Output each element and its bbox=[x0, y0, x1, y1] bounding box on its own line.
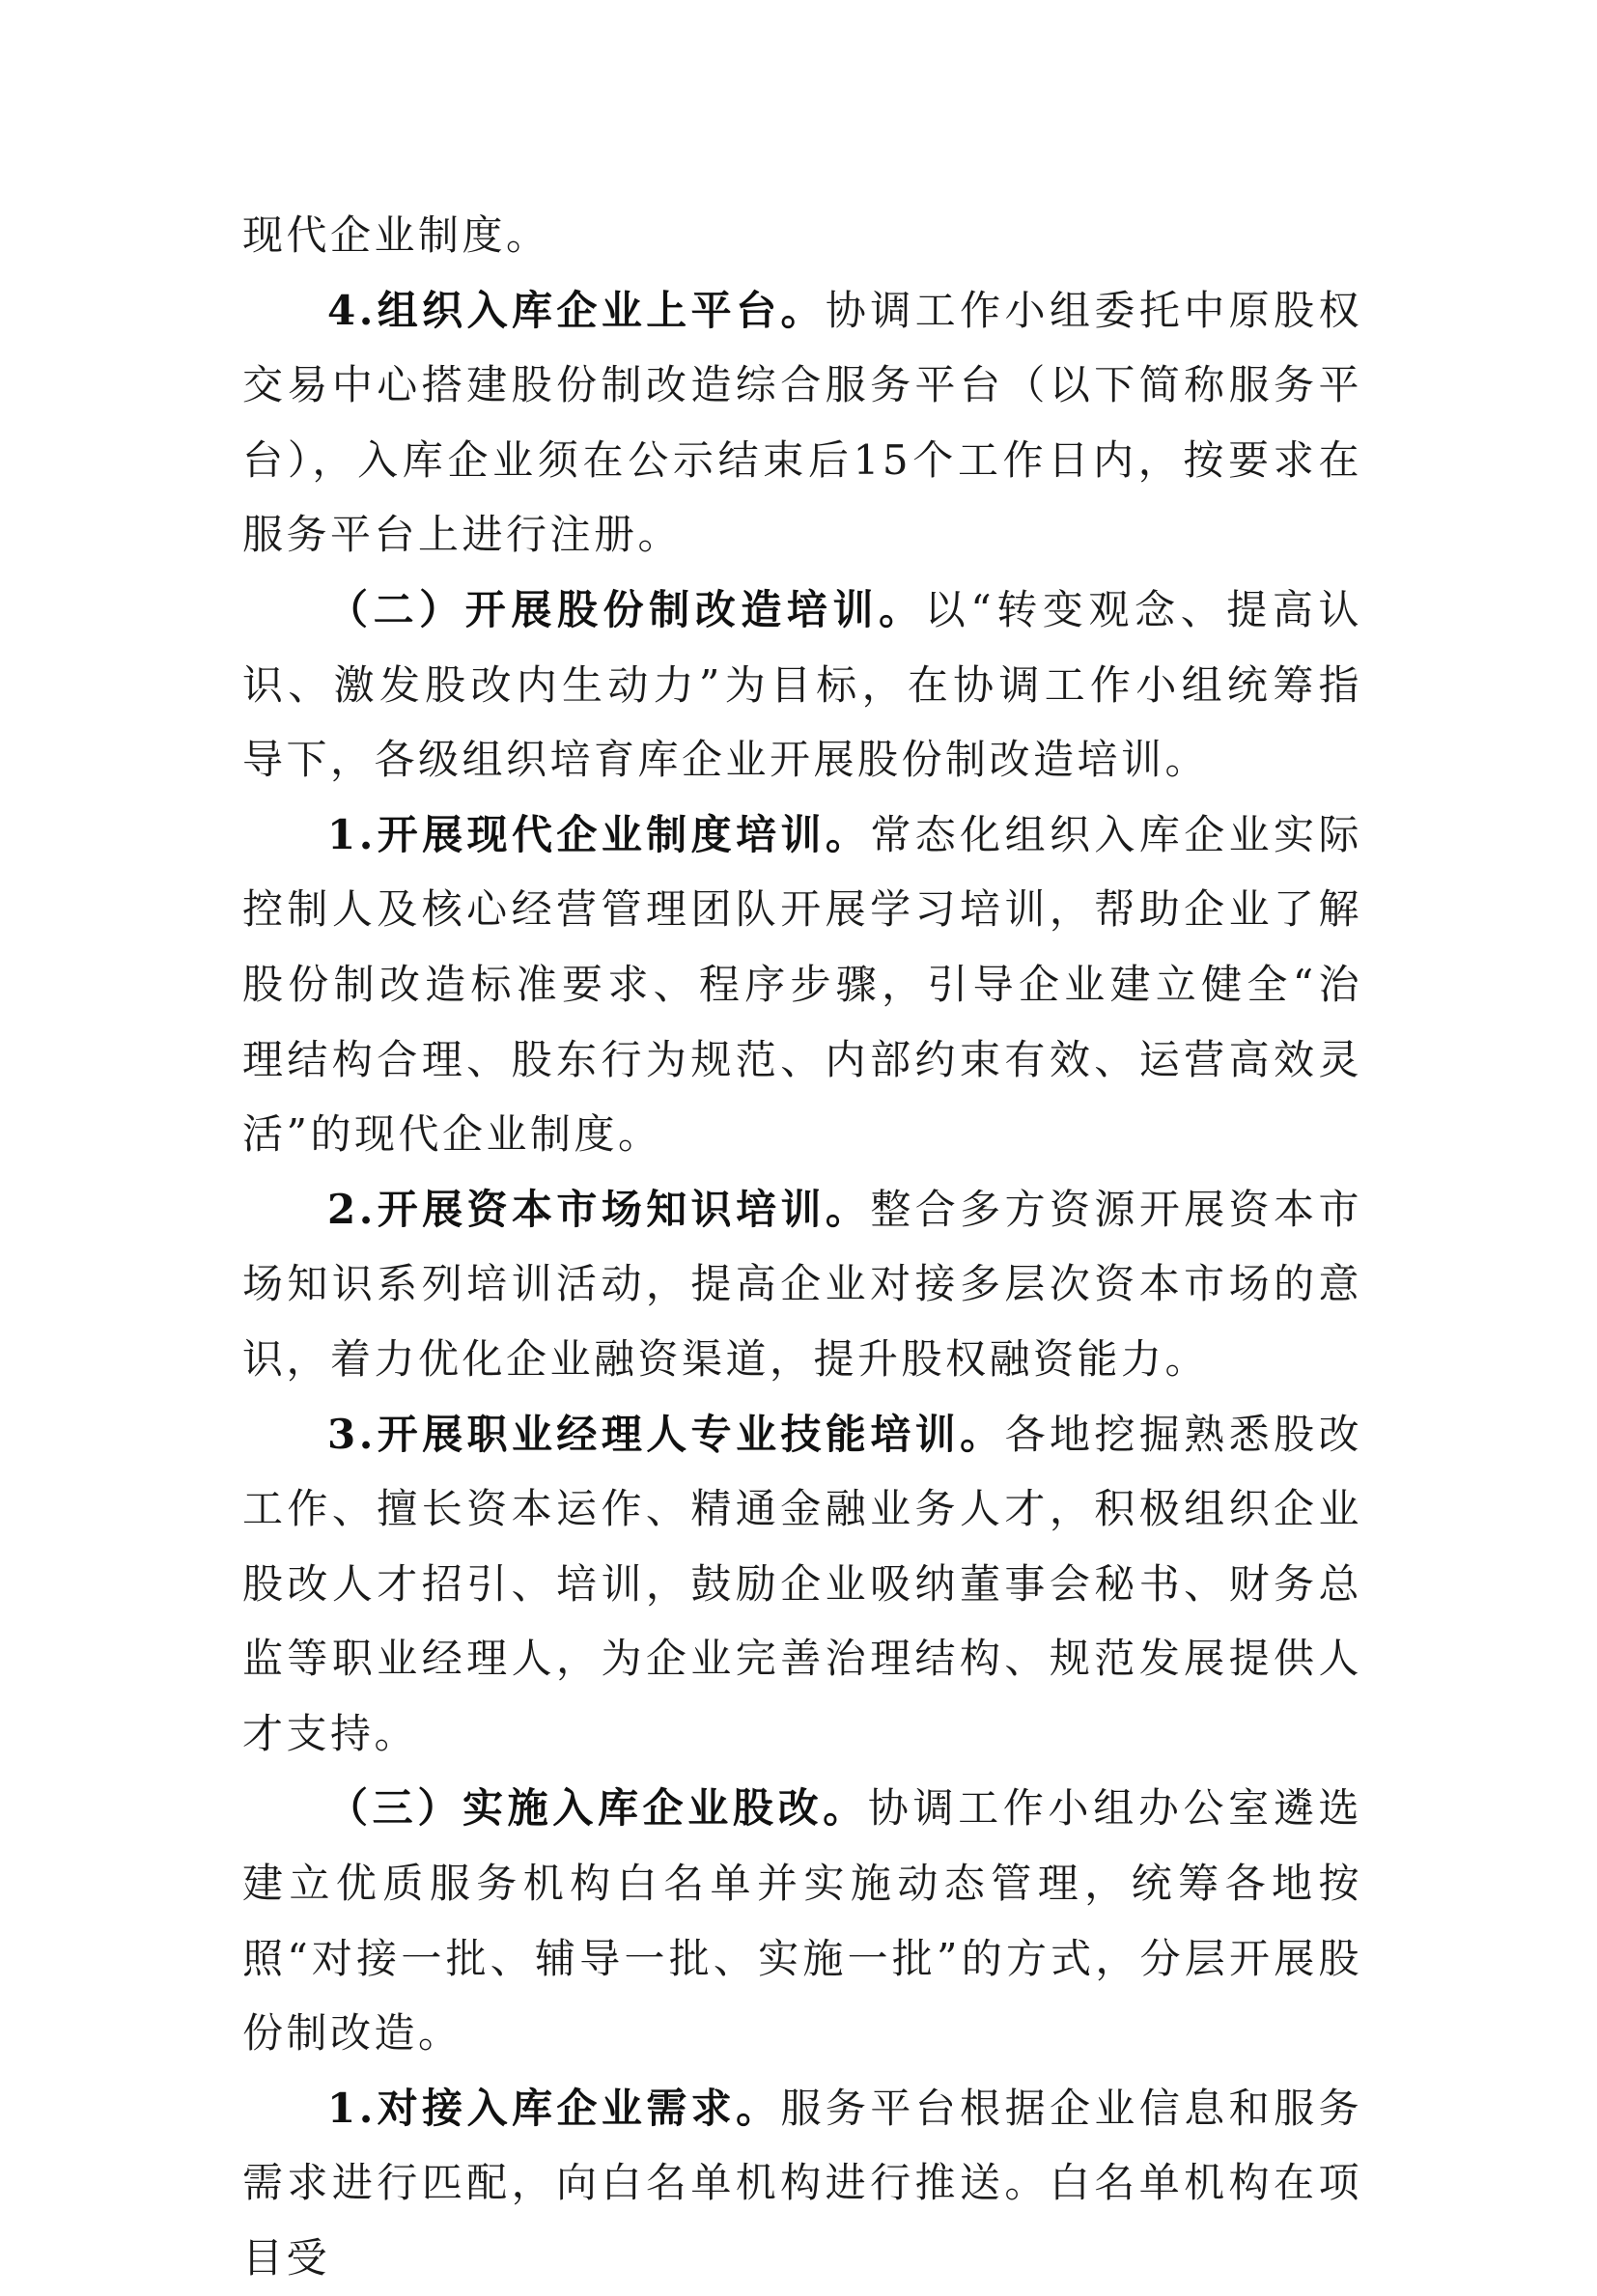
section-heading: （二）开展股份制改造培训。 bbox=[327, 585, 925, 633]
section-heading: 4.组织入库企业上平台。 bbox=[327, 286, 826, 334]
paragraph-text: 各地挖掘熟悉股改工作、擅长资本运作、精通金融业务人才，积极组织企业股改人才招引、培训，鼓励企业吸纳董事会秘书、财务总监等职业经理人，为企业完善治理结构、规范发展提供人才支持。 bbox=[242, 1410, 1362, 1757]
paragraph-text: 服务平台根据企业信息和服务需求进行匹配，向白名单机构进行推送。白名单机构在项目受 bbox=[242, 2084, 1362, 2282]
paragraph bbox=[242, 1397, 1362, 1772]
paragraph bbox=[242, 1172, 1362, 1397]
paragraph-text: 现代企业制度。 bbox=[242, 211, 550, 259]
section-heading: （三）实施入库企业股改。 bbox=[327, 1784, 868, 1833]
paragraph bbox=[242, 798, 1362, 1172]
paragraph bbox=[242, 198, 1362, 273]
section-heading: 3.开展职业经理人专业技能培训。 bbox=[327, 1410, 1005, 1458]
section-heading: 1.对接入库企业需求。 bbox=[327, 2084, 781, 2132]
paragraph bbox=[242, 1771, 1362, 2070]
paragraph-text: 协调工作小组委托中原股权交易中心搭建股份制改造综合服务平台（以下简称服务平台），入库企业须在公示结束后15个工作日内，按要求在服务平台上进行注册。 bbox=[242, 286, 1362, 559]
paragraph-text: 协调工作小组办公室遴选建立优质服务机构白名单并实施动态管理，统筹各地按照“对接一批、辅导一批、实施一批”的方式，分层开展股份制改造。 bbox=[242, 1784, 1362, 2058]
paragraph-text: 常态化组织入库企业实际控制人及核心经营管理团队开展学习培训，帮助企业了解股份制改造标准要求、程序步骤，引导企业建立健全“治理结构合理、股东行为规范、内部约束有效、运营高效灵活”的现代企业制度。 bbox=[242, 810, 1362, 1159]
paragraph bbox=[242, 273, 1362, 573]
section-heading: 2.开展资本市场知识培训。 bbox=[327, 1185, 871, 1233]
paragraph-text: 整合多方资源开展资本市场知识系列培训活动，提高企业对接多层次资本市场的意识，着力优化企业融资渠道，提升股权融资能力。 bbox=[242, 1185, 1362, 1383]
paragraph-text: 以“转变观念、提高认识、激发股改内生动力”为目标，在协调工作小组统筹指导下，各级组织培育库企业开展股份制改造培训。 bbox=[242, 585, 1362, 784]
section-heading: 1.开展现代企业制度培训。 bbox=[327, 810, 871, 858]
paragraph bbox=[242, 573, 1362, 798]
paragraph bbox=[242, 2071, 1362, 2296]
document-body bbox=[242, 198, 1362, 2296]
